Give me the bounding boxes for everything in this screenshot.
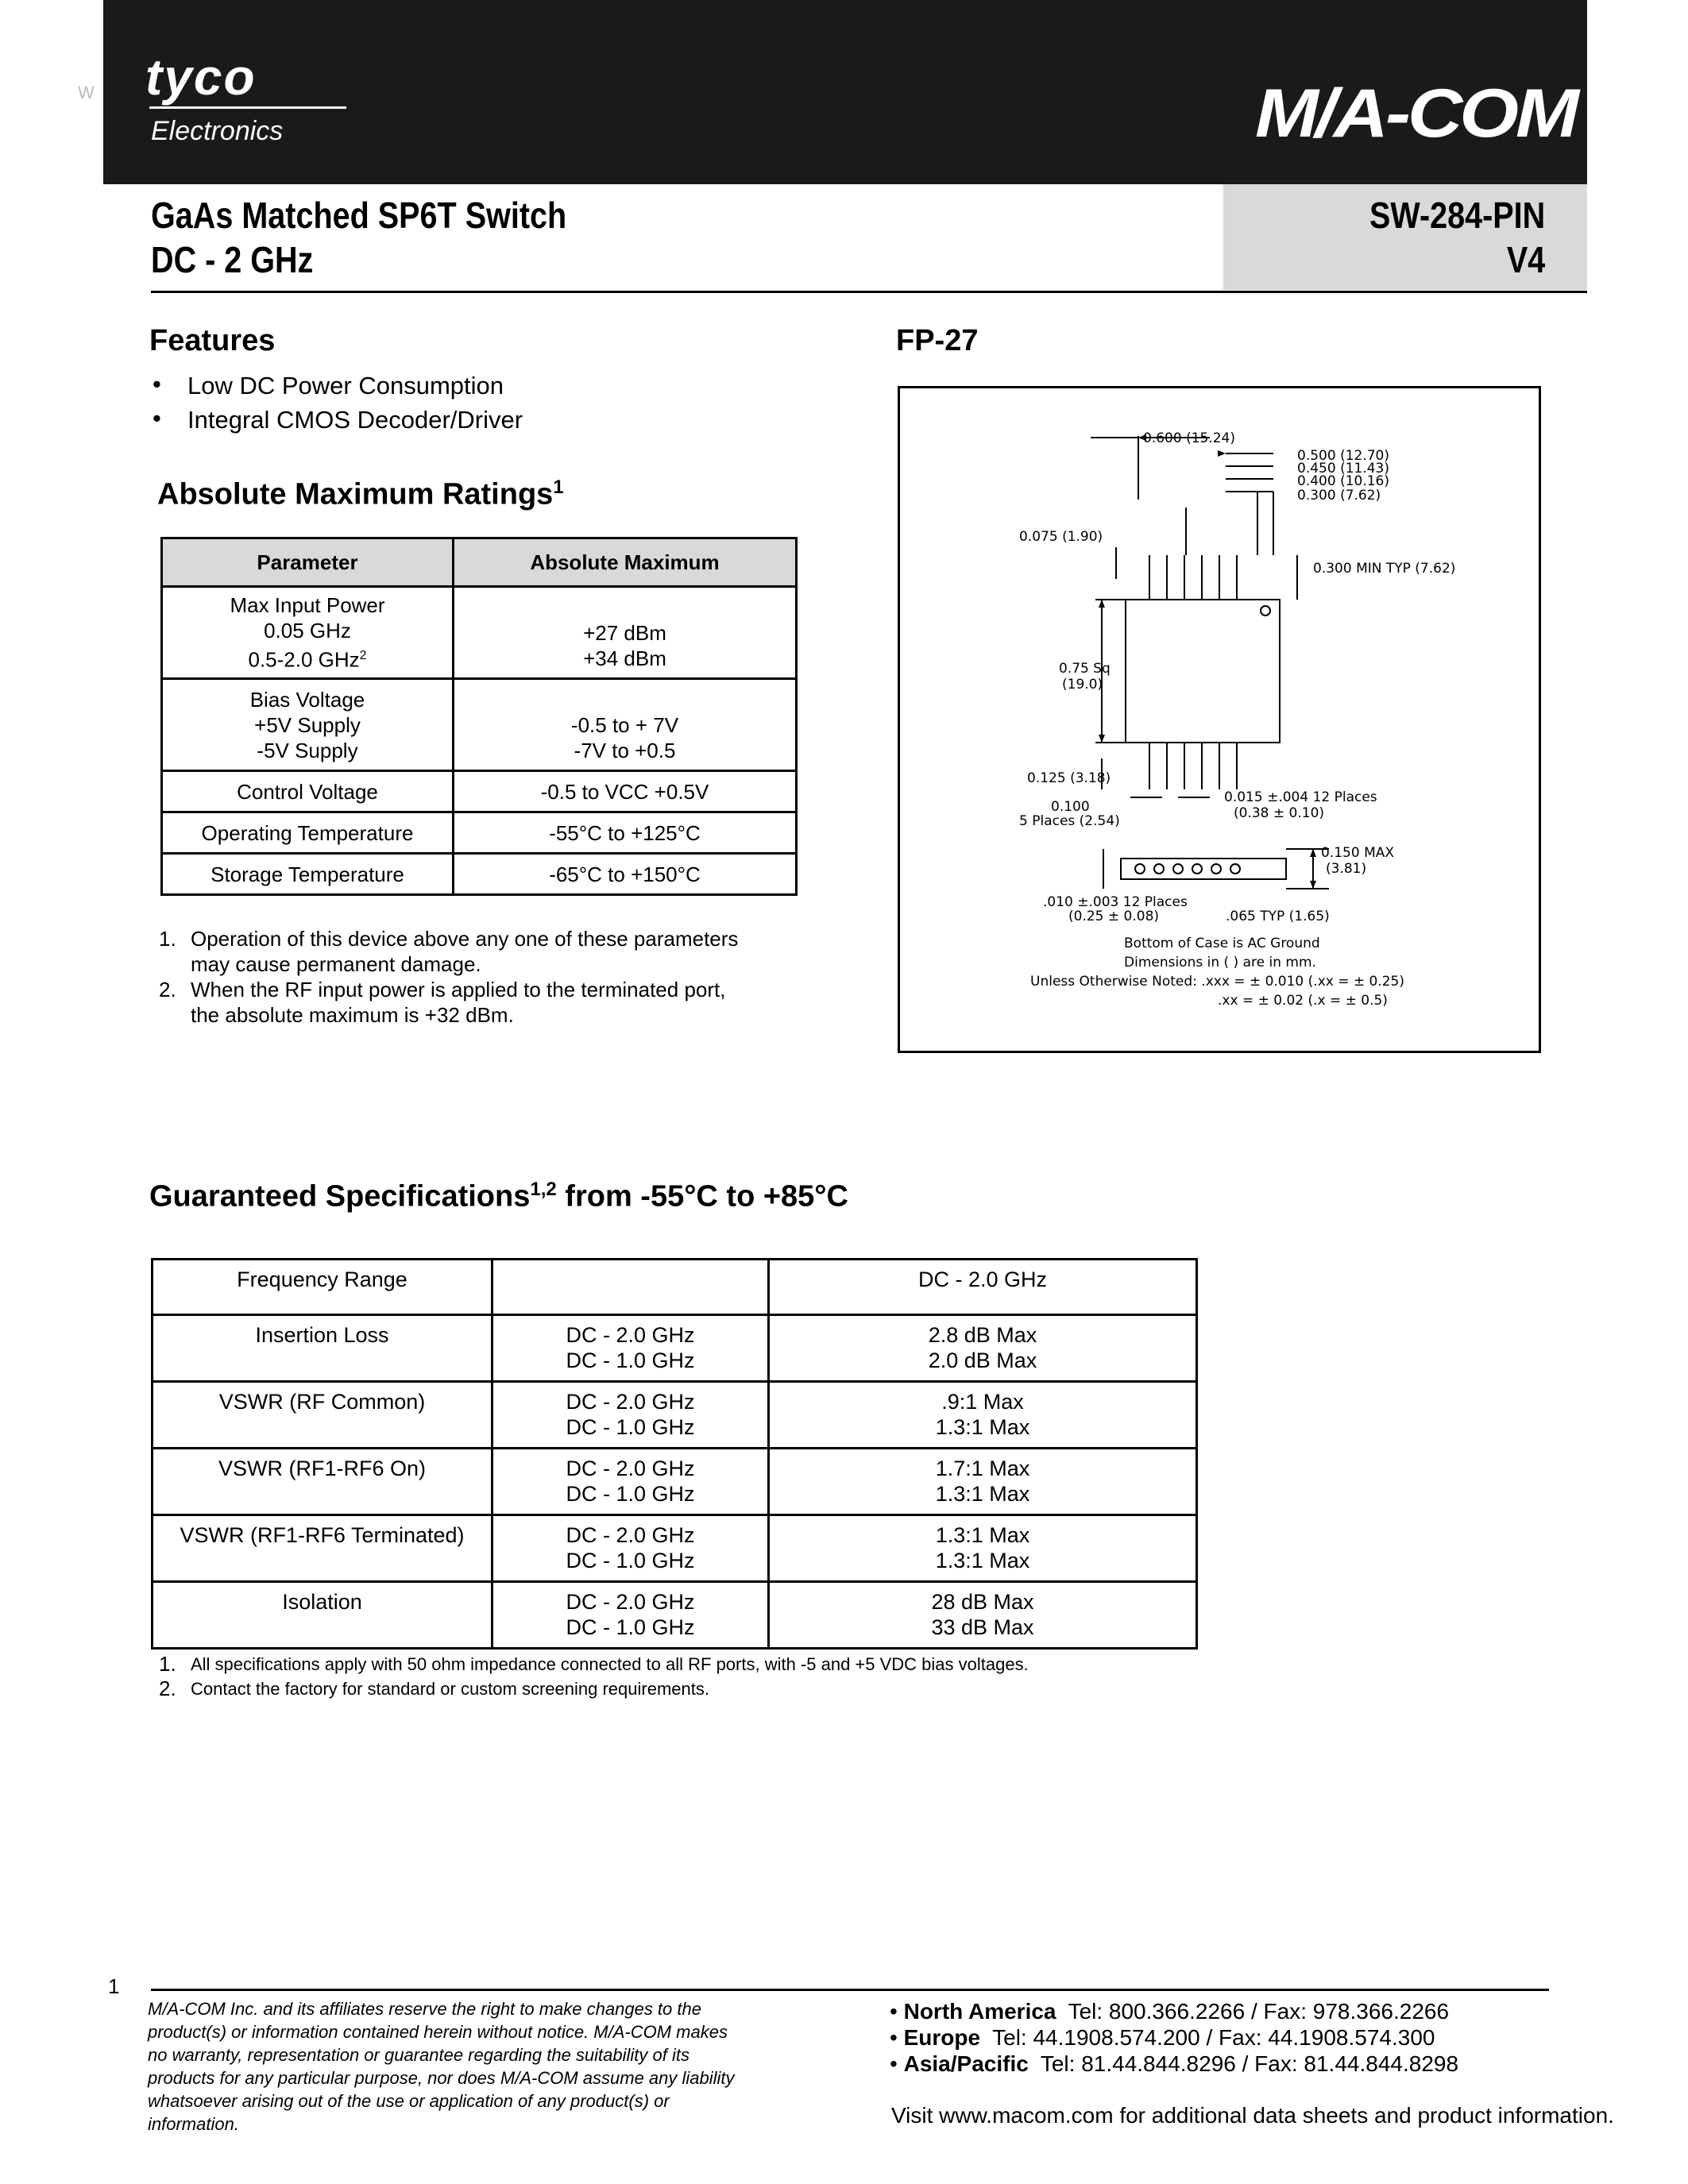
product-subtitle: DC - 2 GHz (151, 239, 314, 280)
table-row: Bias Voltage +5V Supply -5V Supply -0.5 to + 7V -7V to +0.5 (162, 679, 797, 771)
gs-heading: Guaranteed Specifications$^{1,2}$ from -55°C to +85°C (149, 1179, 848, 1214)
note-item: 1. All specifications apply with 50 ohm impedance connected to all RF ports, with -5 and +5 VDC bias voltages. (159, 1652, 1029, 1676)
package-outline-drawing (900, 388, 1539, 1051)
dim-0600: 0.600 (15.24) (1143, 430, 1236, 446)
dim-0450: 0.450 (11.43) (1297, 461, 1390, 477)
part-number: SW-284-PIN (1369, 195, 1545, 236)
table-row: VSWR (RF1-RF6 On) DC - 2.0 GHz DC - 1.0 GHz 1.7:1 Max 1.3:1 Max (153, 1449, 1197, 1515)
dim-0150: 0.150 MAX (1321, 845, 1395, 861)
dim-010: .010 ±.003 12 Places (1043, 894, 1188, 910)
amr-notes (159, 926, 810, 1028)
gs-notes (159, 1652, 1350, 1701)
dim-0075: 0.075 (1.90) (1019, 529, 1103, 545)
note-dimensions-mm: Dimensions in ( ) are in mm. (1124, 955, 1316, 970)
contact-list (890, 1998, 1458, 2077)
table-row: Storage Temperature -65°C to +150°C (162, 854, 797, 895)
dim-0100: 0.100 (1051, 799, 1090, 815)
note-item: 2. When the RF input power is applied to the terminated port, the absolute maximum is +32 dBm. (159, 978, 726, 1027)
dim-010-mm: (0.25 ± 0.08) (1068, 909, 1160, 924)
table-row: Max Input Power 0.05 GHz 0.5-2.0 GHz$^2$ +27 dBm +34 dBm (162, 587, 797, 679)
table-row: Control Voltage -0.5 to VCC +0.5V (162, 771, 797, 812)
dim-0500: 0.500 (12.70) (1297, 448, 1390, 464)
visit-website-text[interactable]: Visit www.macom.com for additional data sheets and product information. (891, 2103, 1614, 2128)
page-number: 1 (108, 1974, 120, 1998)
table-header: Parameter (162, 538, 454, 587)
table-header: Absolute Maximum (454, 538, 797, 587)
table-row: Frequency Range DC - 2.0 GHz (153, 1260, 1197, 1315)
package-body (1126, 600, 1280, 743)
product-title: GaAs Matched SP6T Switch (151, 195, 567, 236)
absolute-max-ratings-table (160, 537, 798, 896)
dim-0300: 0.300 (7.62) (1297, 488, 1381, 504)
note-tolerance-1: Unless Otherwise Noted: .xxx = ± 0.010 (.xx = ± 0.25) (1030, 974, 1404, 990)
dim-0100-places: 5 Places (2.54) (1019, 813, 1120, 829)
package-heading: FP-27 (896, 324, 979, 357)
amr-heading: Absolute Maximum Ratings$^1$ (157, 477, 564, 511)
dim-0400: 0.400 (10.16) (1297, 473, 1390, 489)
contact-item: • North America Tel: 800.366.2266 / Fax: 978.366.2266 (890, 1999, 1450, 2024)
contact-item: • Asia/Pacific Tel: 81.44.844.8296 / Fax: 81.44.844.8298 (890, 2051, 1459, 2076)
list-item: • Integral CMOS Decoder/Driver (153, 404, 523, 434)
table-row: VSWR (RF Common) DC - 2.0 GHz DC - 1.0 GHz .9:1 Max 1.3:1 Max (153, 1382, 1197, 1449)
table-row: Operating Temperature -55°C to +125°C (162, 812, 797, 854)
note-item: 1. Operation of this device above any one of these parameters may cause permanent damage. (159, 927, 739, 976)
dim-0015-mm: (0.38 ± 0.10) (1234, 805, 1325, 821)
macom-logo: M/A-COM (1255, 75, 1576, 152)
table-row: VSWR (RF1-RF6 Terminated) DC - 2.0 GHz DC - 1.0 GHz 1.3:1 Max 1.3:1 Max (153, 1515, 1197, 1582)
features-list (149, 372, 523, 440)
guaranteed-specifications-table (151, 1258, 1198, 1650)
table-row: Isolation DC - 2.0 GHz DC - 1.0 GHz 28 dB Max 33 dB Max (153, 1582, 1197, 1649)
dim-square-mm: (19.0) (1062, 677, 1103, 693)
list-item: • Low DC Power Consumption (153, 370, 504, 399)
stray-watermark-mark: W (78, 83, 95, 102)
note-item: 2. Contact the factory for standard or custom screening requirements. (159, 1677, 709, 1700)
tyco-logo: tyco (145, 48, 257, 106)
features-heading: Features (149, 324, 276, 357)
dim-square: 0.75 Sq (1059, 661, 1111, 677)
dim-0015: 0.015 ±.004 12 Places (1224, 789, 1377, 805)
package-drawing-frame (898, 386, 1541, 1053)
table-row: Insertion Loss DC - 2.0 GHz DC - 1.0 GHz 2.8 dB Max 2.0 dB Max (153, 1315, 1197, 1382)
dim-min-typ: 0.300 MIN TYP (7.62) (1313, 561, 1456, 577)
tyco-logo-subtitle: Electronics (151, 116, 284, 146)
dim-065: .065 TYP (1.65) (1226, 909, 1330, 924)
footer-disclaimer: M/A-COM Inc. and its affiliates reserve the right to make changes to the product(s) or information contained herein without notice. M/A-COM makes no warranty, representation or guarantee regarding the suitability of its products for any particular purpose, nor does M/A-COM assume any liability whatsoever arising out of the use or application of any product(s) or information. (148, 1999, 735, 2134)
note-tolerance-2: .xx = ± 0.02 (.x = ± 0.5) (1218, 993, 1388, 1009)
dim-0150-mm: (3.81) (1326, 861, 1367, 877)
footer-rule (151, 1989, 1549, 1991)
tyco-logo-rule (149, 106, 346, 109)
pin1-marker (1261, 606, 1270, 615)
dim-0125: 0.125 (3.18) (1027, 770, 1111, 786)
title-rule (151, 291, 1587, 293)
note-ac-ground: Bottom of Case is AC Ground (1124, 936, 1320, 951)
contact-item: • Europe Tel: 44.1908.574.200 / Fax: 44.1908.574.300 (890, 2025, 1435, 2050)
revision: V4 (1506, 239, 1545, 280)
